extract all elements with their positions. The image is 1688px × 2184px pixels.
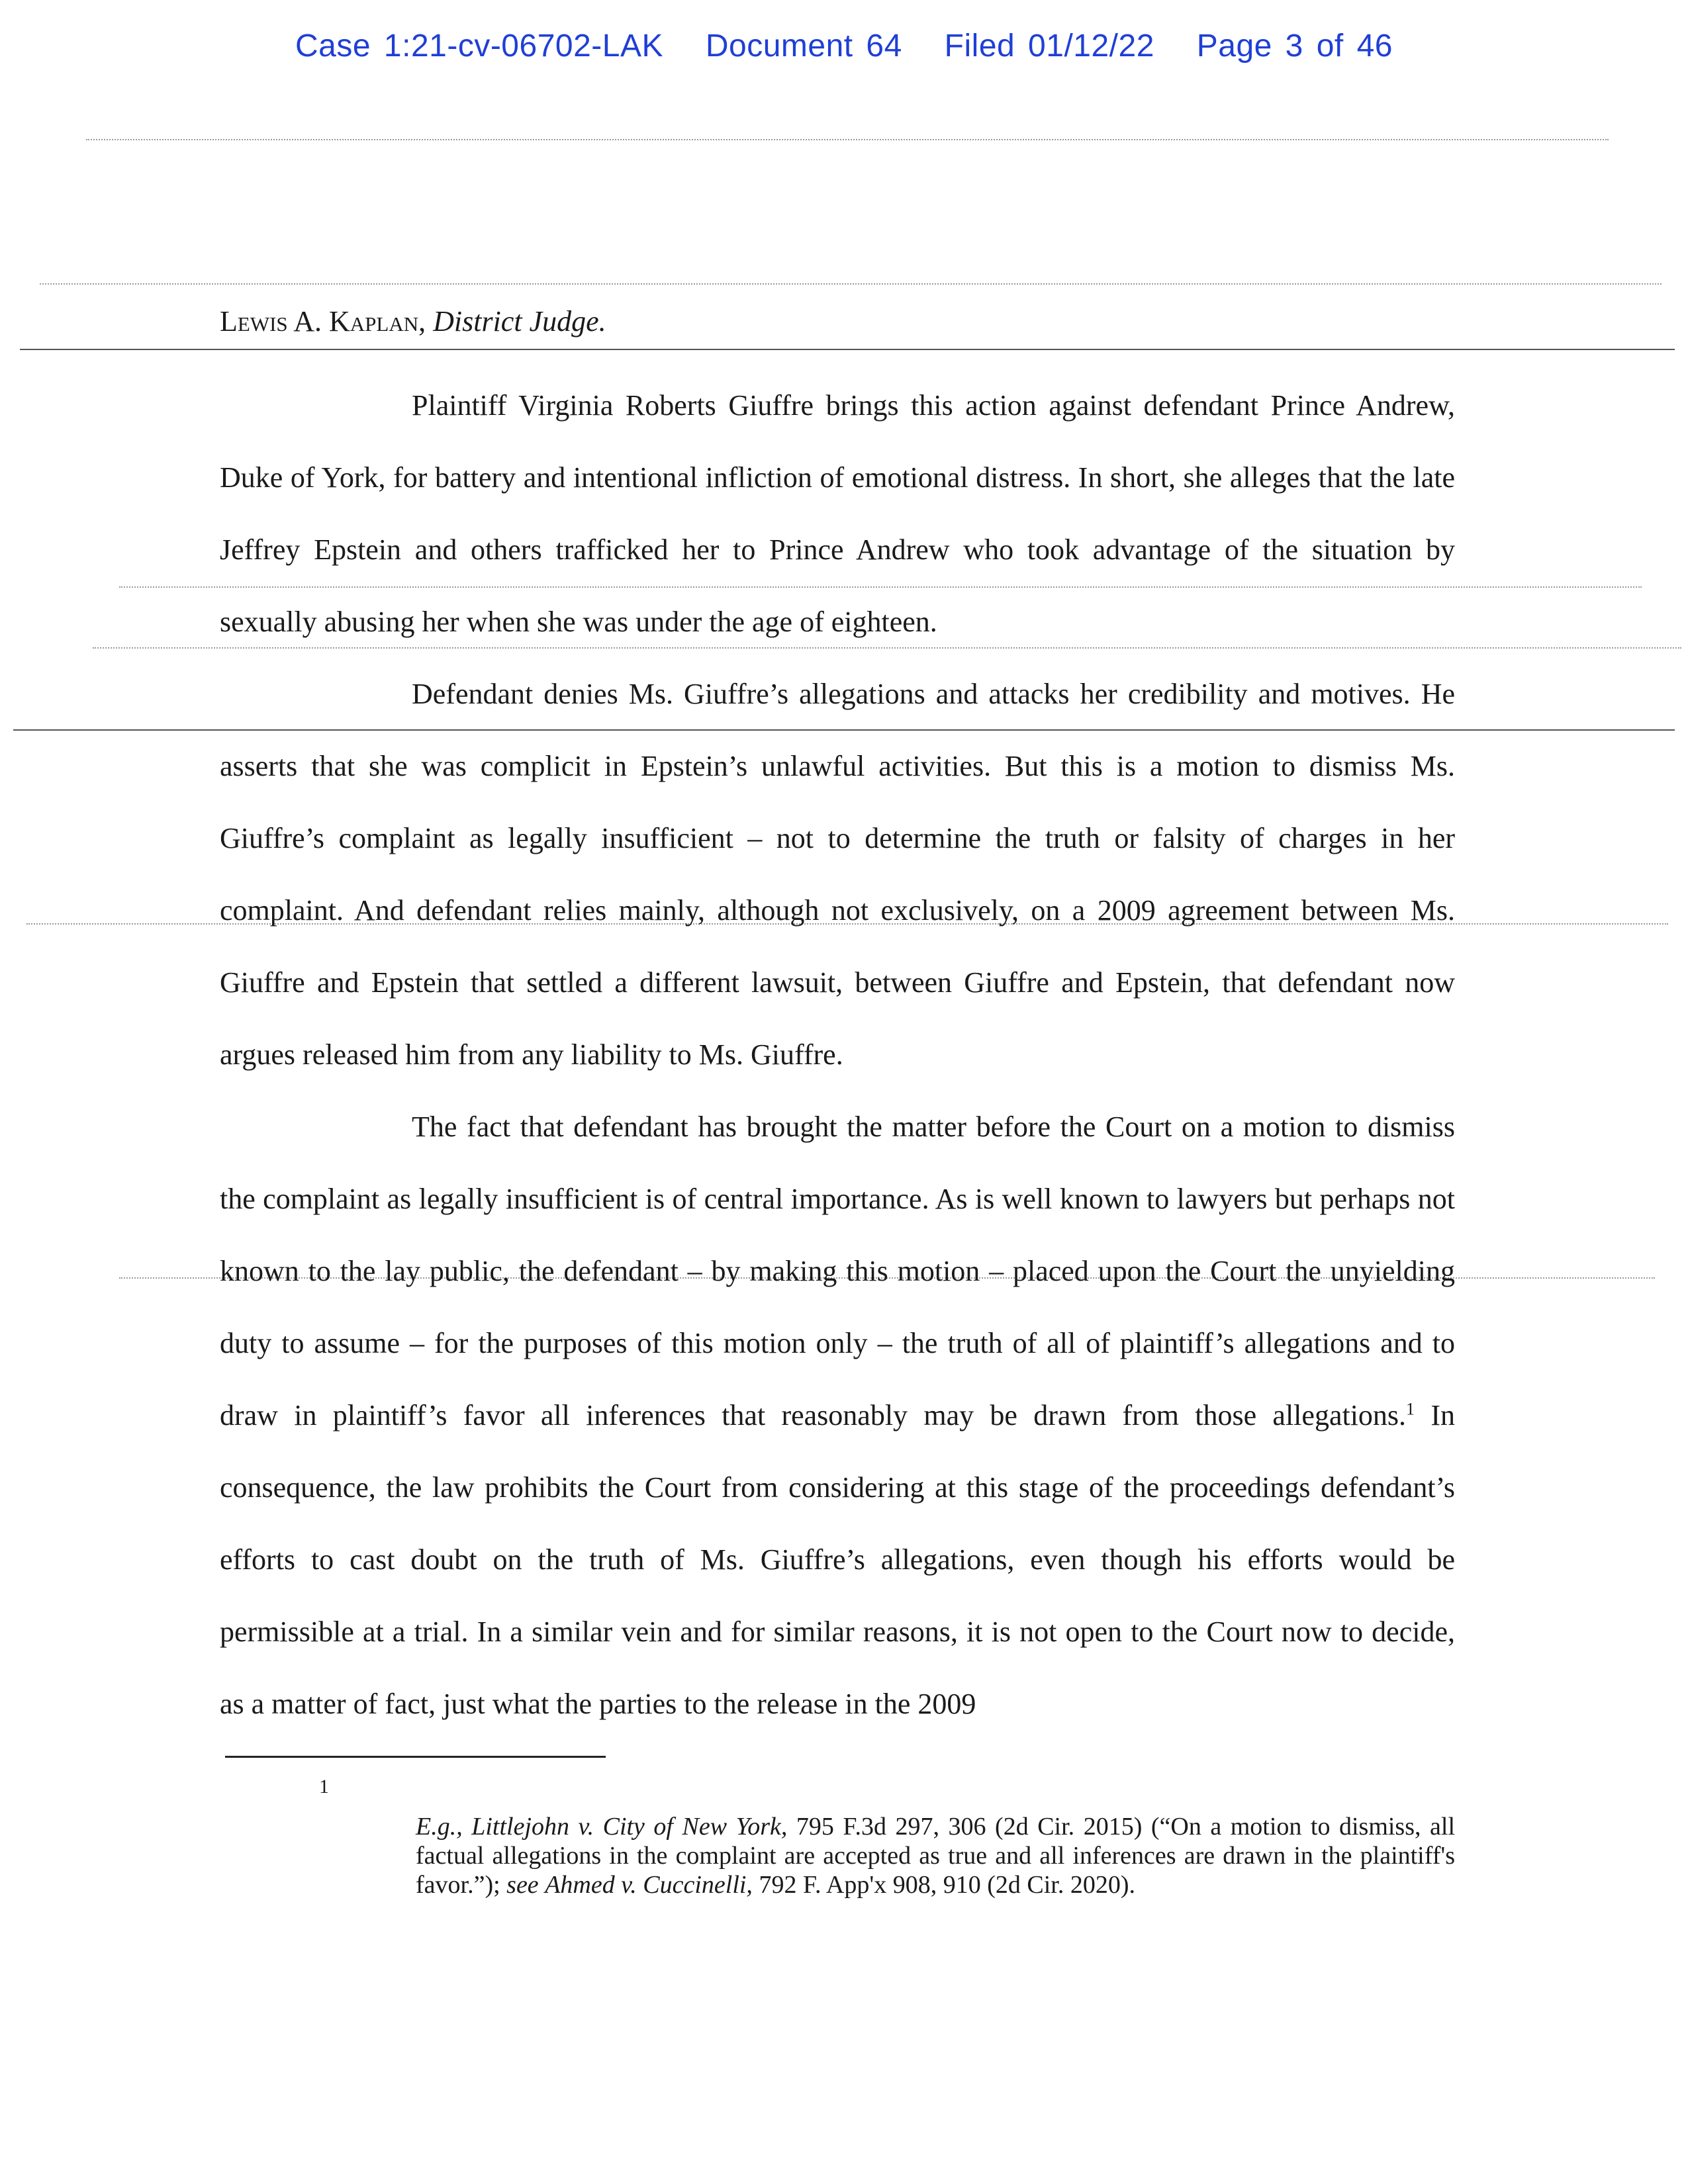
footnote-divider — [225, 1756, 606, 1758]
scan-artifact-line — [40, 283, 1662, 285]
judge-line — [220, 303, 606, 340]
footnote-number: 1 — [319, 1776, 329, 1797]
footnote — [416, 1812, 1455, 1899]
case-header — [0, 28, 1688, 64]
paragraph-text: In consequence, the law prohibits the Court from considering at this stage of the proceedings defendant’s efforts to cast doubt on the truth of Ms. Giuffre’s allegations, even though his efforts would be permissible at a trial. In a similar vein and for similar reasons, it is not open to the Court now to decide, as a matter of fact, just what the parties to the release in the 2009 — [220, 1399, 1455, 1720]
paragraph: Plaintiff Virginia Roberts Giuffre brings this action against defendant Prince Andrew, Duke of York, for battery and intentional infliction of emotional distress. In short, she alleges that the late Jeffrey Epstein and others trafficked her to Prince Andrew who took advantage of the situation by sexually abusing her when she was under the age of eighteen. — [220, 389, 1455, 638]
citation-text: 795 F.3d 297, 306 (2d Cir. 2015) (“On a motion to dismiss, all factual allegations in the complaint are accepted as true and all inferences are drawn in the plaintiff's favor.”); — [416, 1813, 1456, 1899]
document-number: Document 64 — [705, 28, 902, 64]
opinion-body — [220, 369, 1455, 1740]
judge-title: District Judge. — [433, 305, 606, 338]
case-name: Ahmed v. Cuccinelli, — [545, 1871, 753, 1899]
citation-text: 792 F. App'x 908, 910 (2d Cir. 2020). — [752, 1871, 1135, 1899]
page-number: Page 3 of 46 — [1196, 28, 1393, 64]
case-number: Case 1:21-cv-06702-LAK — [295, 28, 663, 64]
paragraph — [220, 1091, 1455, 1740]
paragraph: Defendant denies Ms. Giuffre’s allegations and attacks her credibility and motives. He asserts that she was complicit in Epstein’s unlawful activities. But this is a motion to dismiss Ms. Giuffre’s complaint as legally insufficient – not to determine the truth or falsity of charges in her complaint. And defendant relies mainly, although not exclusively, on a 2009 agreement between Ms. Giuffre and Epstein that settled a different lawsuit, between Giuffre and Epstein, that defendant now argues released him from any liability to Ms. Giuffre. — [220, 678, 1455, 1071]
case-name: Littlejohn v. City of New York, — [471, 1813, 788, 1841]
footnote-signal: see — [506, 1871, 539, 1899]
scan-artifact-line — [20, 349, 1675, 350]
scan-artifact-line — [86, 139, 1609, 140]
footnote-signal: E.g., — [416, 1813, 463, 1841]
filed-date: Filed 01/12/22 — [944, 28, 1154, 64]
judge-name: Lewis A. Kaplan, — [220, 305, 426, 338]
footnote-reference: 1 — [1406, 1399, 1415, 1419]
paragraph-text: The fact that defendant has brought the matter before the Court on a motion to dismiss the complaint as legally insufficient is of central importance. As is well known to lawyers but perhaps not known to the lay public, the defendant – by making this motion – placed upon the Court the unyielding duty to assume – for the purposes of this motion only – the truth of all of plaintiff’s allegations and to draw in plaintiff’s favor all inferences that reasonably may be drawn from those allegations. — [220, 1111, 1455, 1432]
